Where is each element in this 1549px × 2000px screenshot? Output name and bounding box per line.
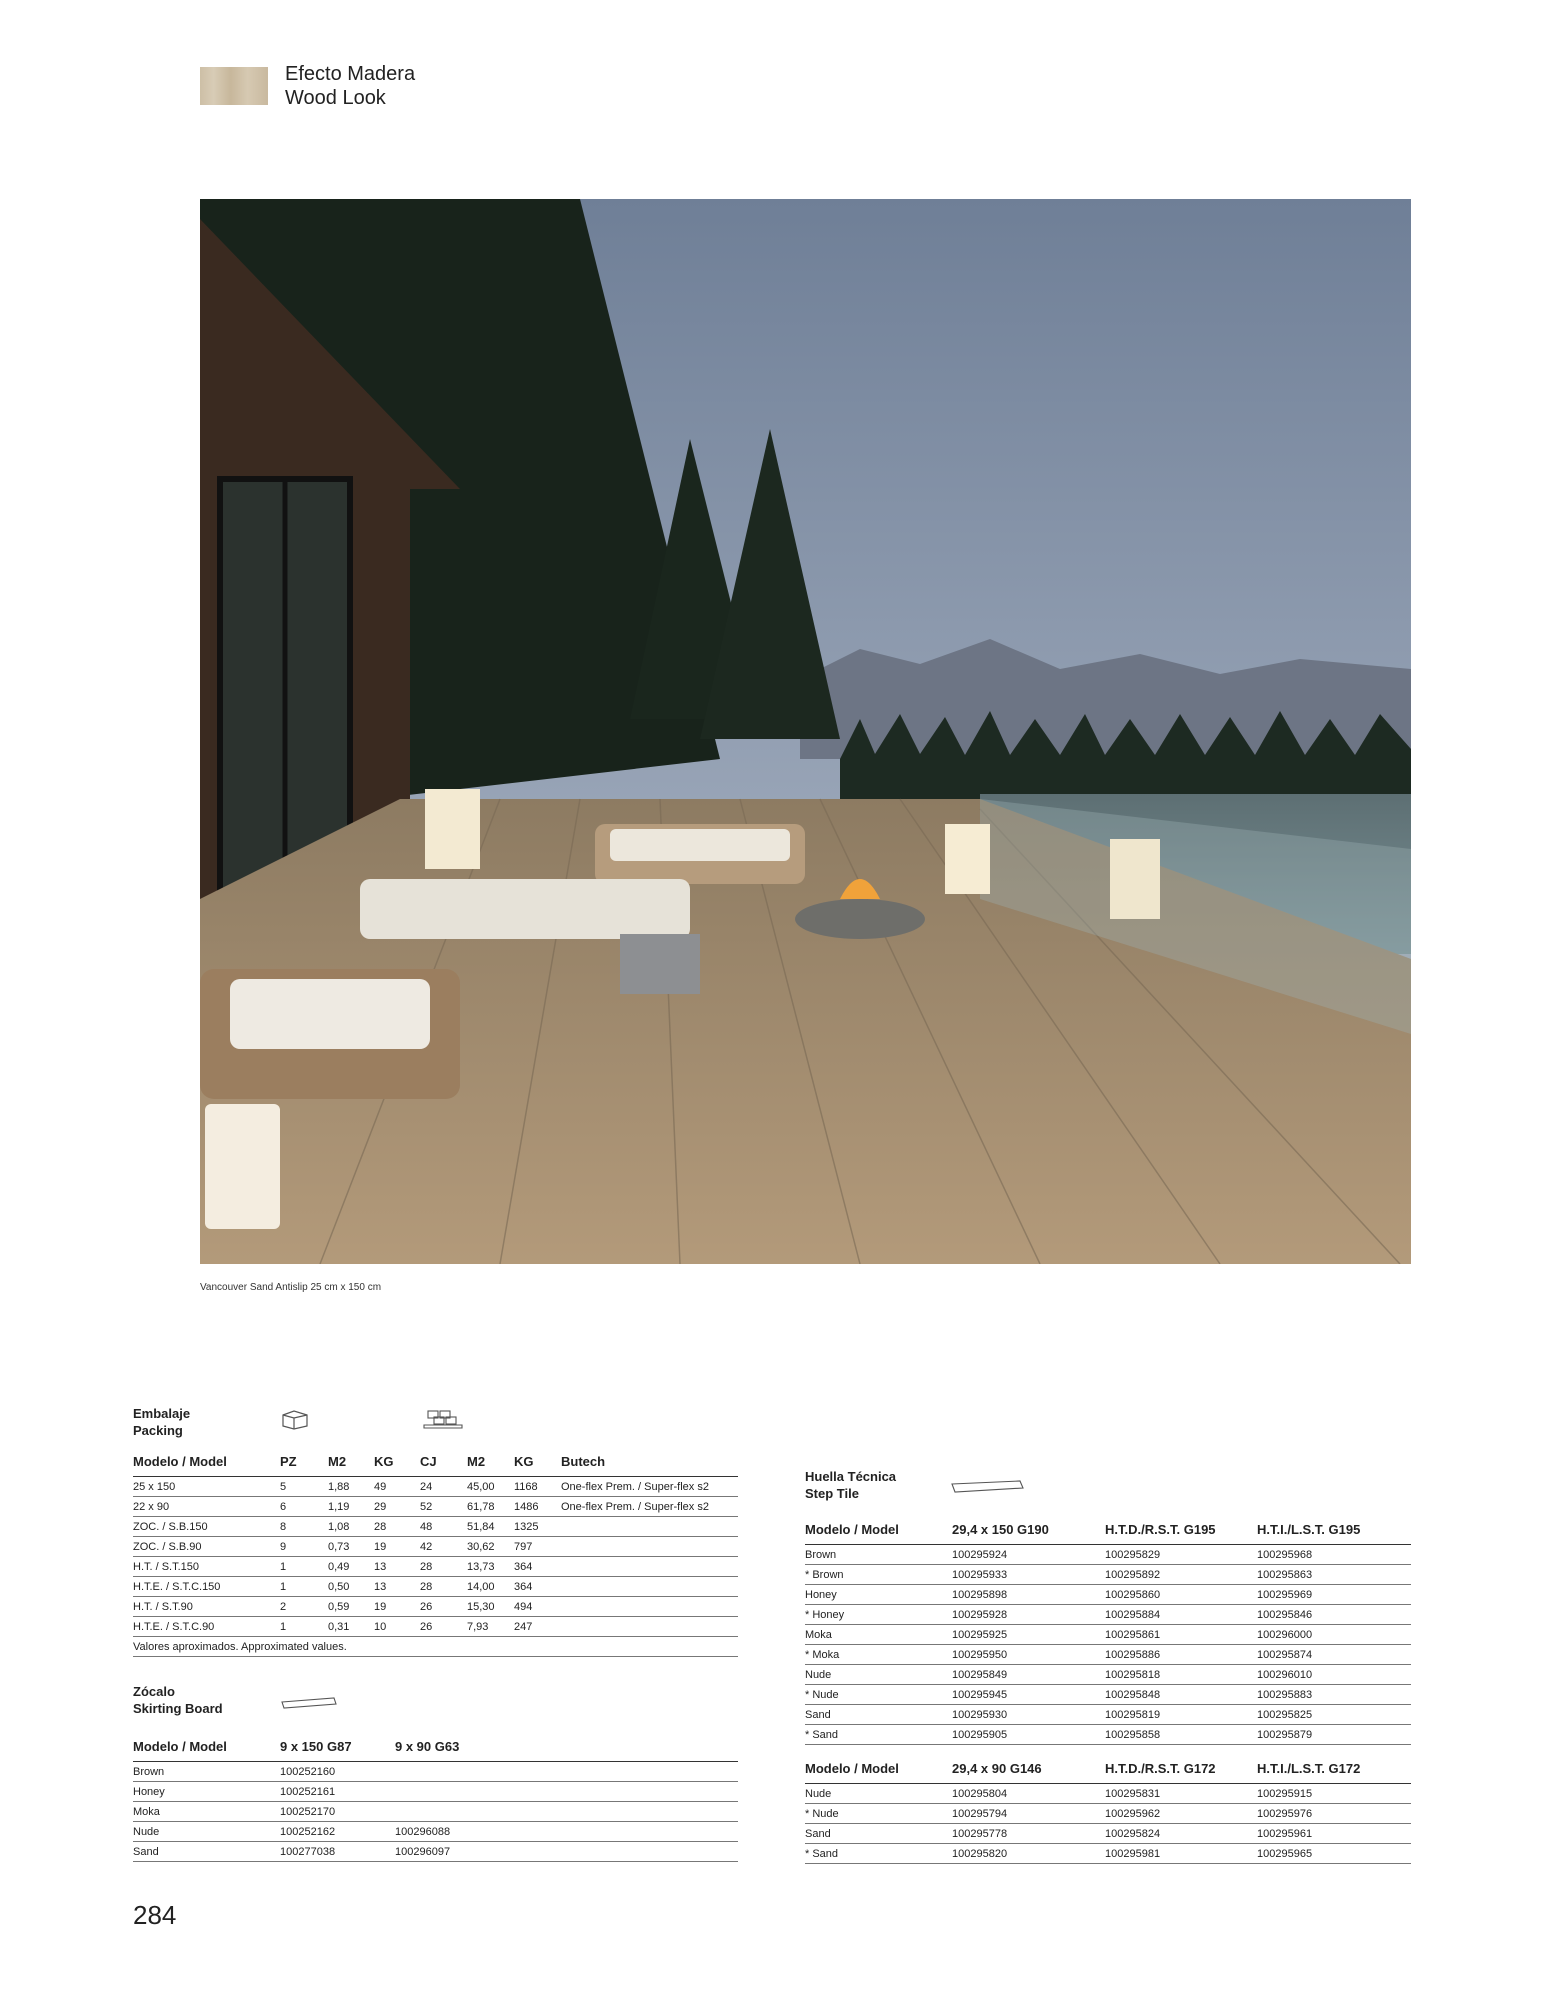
table-cell: 100295818 <box>1105 1665 1257 1685</box>
table-cell: Honey <box>805 1585 952 1605</box>
col-header: H.T.D./R.S.T. G195 <box>1105 1518 1257 1545</box>
section-title <box>285 62 415 110</box>
table-cell: 100295863 <box>1257 1565 1411 1585</box>
table-cell: 100295930 <box>952 1705 1105 1725</box>
table-row <box>805 1665 1411 1685</box>
table-header-row <box>805 1518 1411 1545</box>
photo-caption: Vancouver Sand Antislip 25 cm x 150 cm <box>200 1282 382 1293</box>
table-cell: Nude <box>805 1784 952 1804</box>
terrace-photo <box>200 199 1411 1264</box>
table-cell: 100295819 <box>1105 1705 1257 1725</box>
table-row <box>805 1804 1411 1824</box>
table-row <box>805 1784 1411 1804</box>
table-cell: 364 <box>514 1577 561 1597</box>
table-cell: 100295933 <box>952 1565 1105 1585</box>
table-cell: 100295976 <box>1257 1804 1411 1824</box>
col-header: H.T.D./R.S.T. G172 <box>1105 1757 1257 1784</box>
table-cell: H.T. / S.T.90 <box>133 1597 280 1617</box>
table-row <box>133 1577 738 1597</box>
table-cell: 100295884 <box>1105 1605 1257 1625</box>
table-cell: 1 <box>280 1617 328 1637</box>
table-cell: 100295981 <box>1105 1844 1257 1864</box>
table-cell: 10 <box>374 1617 420 1637</box>
table-cell: 6 <box>280 1497 328 1517</box>
col-header: 9 x 90 G63 <box>395 1735 738 1762</box>
skirting-board-icon <box>280 1696 340 1712</box>
table-cell: 100295849 <box>952 1665 1105 1685</box>
table-cell: 100295824 <box>1105 1824 1257 1844</box>
table-row <box>133 1537 738 1557</box>
table-cell: Honey <box>133 1782 280 1802</box>
table-cell: 22 x 90 <box>133 1497 280 1517</box>
col-header: Butech <box>561 1450 738 1477</box>
table-cell: 100295825 <box>1257 1705 1411 1725</box>
material-swatch <box>200 67 268 105</box>
packing-label <box>133 1405 190 1439</box>
table-note-row <box>133 1637 738 1657</box>
table-cell: 100295969 <box>1257 1585 1411 1605</box>
table-cell: 100295945 <box>952 1685 1105 1705</box>
table-cell: * Sand <box>805 1844 952 1864</box>
title-es: Efecto Madera <box>285 63 416 85</box>
col-header: Modelo / Model <box>805 1757 952 1784</box>
table-cell: 100295925 <box>952 1625 1105 1645</box>
table-cell: 1,08 <box>328 1517 374 1537</box>
col-header: KG <box>514 1450 561 1477</box>
approx-values-note: Valores aproximados. Approximated values. <box>133 1637 738 1657</box>
table-cell: 1,19 <box>328 1497 374 1517</box>
table-header-row <box>133 1450 738 1477</box>
table-cell: 5 <box>280 1477 328 1497</box>
table-row <box>133 1617 738 1637</box>
table-cell: 61,78 <box>467 1497 514 1517</box>
step-tile-label <box>805 1468 896 1502</box>
table-row <box>133 1822 738 1842</box>
table-row <box>805 1645 1411 1665</box>
table-cell: 0,50 <box>328 1577 374 1597</box>
table-row <box>805 1705 1411 1725</box>
col-header: 9 x 150 G87 <box>280 1735 395 1762</box>
table-cell <box>395 1762 738 1782</box>
table-row <box>133 1477 738 1497</box>
table-cell: * Nude <box>805 1685 952 1705</box>
table-cell: 100296088 <box>395 1822 738 1842</box>
table-cell: Brown <box>805 1545 952 1565</box>
col-header: CJ <box>420 1450 467 1477</box>
table-cell: 8 <box>280 1517 328 1537</box>
table-cell: 100295961 <box>1257 1824 1411 1844</box>
table-header-row <box>133 1735 738 1762</box>
step-tile-label-en: Step Tile <box>805 1486 859 1501</box>
table-cell: 49 <box>374 1477 420 1497</box>
table-cell: 100295898 <box>952 1585 1105 1605</box>
table-row <box>805 1725 1411 1745</box>
table-cell: 7,93 <box>467 1617 514 1637</box>
table-cell: 100295968 <box>1257 1545 1411 1565</box>
step-tile-label-es: Huella Técnica <box>805 1469 897 1484</box>
col-header: M2 <box>328 1450 374 1477</box>
table-row <box>133 1497 738 1517</box>
table-cell: Moka <box>133 1802 280 1822</box>
table-cell <box>561 1537 738 1557</box>
table-row <box>805 1605 1411 1625</box>
table-cell: 1168 <box>514 1477 561 1497</box>
table-row <box>133 1782 738 1802</box>
table-cell: 100295874 <box>1257 1645 1411 1665</box>
table-cell: 0,73 <box>328 1537 374 1557</box>
table-cell: 100295883 <box>1257 1685 1411 1705</box>
table-cell: One-flex Prem. / Super-flex s2 <box>561 1477 738 1497</box>
table-cell: 100295858 <box>1105 1725 1257 1745</box>
table-cell: 15,30 <box>467 1597 514 1617</box>
table-cell: 100295892 <box>1105 1565 1257 1585</box>
table-cell: ZOC. / S.B.90 <box>133 1537 280 1557</box>
table-cell: 100295928 <box>952 1605 1105 1625</box>
table-row <box>805 1625 1411 1645</box>
packing-label-es: Embalaje <box>133 1406 191 1421</box>
table-cell: 100295820 <box>952 1844 1105 1864</box>
table-cell: 29 <box>374 1497 420 1517</box>
table-row <box>133 1842 738 1862</box>
step-tile-icon <box>950 1478 1026 1496</box>
table-cell: 28 <box>420 1577 467 1597</box>
skirting-label-es: Zócalo <box>133 1684 175 1699</box>
col-header: Modelo / Model <box>805 1518 952 1545</box>
table-cell: 100295962 <box>1105 1804 1257 1824</box>
table-cell: 100295924 <box>952 1545 1105 1565</box>
table-cell: 13 <box>374 1577 420 1597</box>
table-cell: 100252161 <box>280 1782 395 1802</box>
table-cell: 19 <box>374 1597 420 1617</box>
table-cell: 100295886 <box>1105 1645 1257 1665</box>
table-row <box>133 1802 738 1822</box>
table-cell <box>561 1577 738 1597</box>
table-cell: 24 <box>420 1477 467 1497</box>
table-row <box>805 1824 1411 1844</box>
table-cell: 2 <box>280 1597 328 1617</box>
col-header: 29,4 x 90 G146 <box>952 1757 1105 1784</box>
table-cell <box>561 1517 738 1537</box>
box-icon <box>280 1408 310 1430</box>
col-header: 29,4 x 150 G190 <box>952 1518 1105 1545</box>
table-cell: 100296097 <box>395 1842 738 1862</box>
table-cell <box>561 1617 738 1637</box>
table-cell: 45,00 <box>467 1477 514 1497</box>
table-cell: 0,31 <box>328 1617 374 1637</box>
table-cell: 797 <box>514 1537 561 1557</box>
pallet-icon <box>422 1408 464 1430</box>
table-cell <box>561 1557 738 1577</box>
table-cell: 100295860 <box>1105 1585 1257 1605</box>
title-en: Wood Look <box>285 87 386 109</box>
table-cell: 9 <box>280 1537 328 1557</box>
table-row <box>805 1685 1411 1705</box>
table-row <box>133 1517 738 1537</box>
table-cell: 14,00 <box>467 1577 514 1597</box>
table-cell: 100252160 <box>280 1762 395 1782</box>
table-cell: * Honey <box>805 1605 952 1625</box>
table-cell: 100296000 <box>1257 1625 1411 1645</box>
table-cell: 247 <box>514 1617 561 1637</box>
table-cell: Nude <box>805 1665 952 1685</box>
table-cell: H.T.E. / S.T.C.150 <box>133 1577 280 1597</box>
table-cell: 100295804 <box>952 1784 1105 1804</box>
table-row <box>805 1545 1411 1565</box>
col-header: Modelo / Model <box>133 1735 280 1762</box>
col-header: Modelo / Model <box>133 1450 280 1477</box>
table-row <box>805 1585 1411 1605</box>
table-cell: 13 <box>374 1557 420 1577</box>
table-cell: 100295950 <box>952 1645 1105 1665</box>
table-cell: 100296010 <box>1257 1665 1411 1685</box>
packing-label-en: Packing <box>133 1423 183 1438</box>
table-cell: 25 x 150 <box>133 1477 280 1497</box>
table-cell: 100295846 <box>1257 1605 1411 1625</box>
table-cell: 1,88 <box>328 1477 374 1497</box>
table-cell: 100295829 <box>1105 1545 1257 1565</box>
table-cell: Sand <box>133 1842 280 1862</box>
col-header: PZ <box>280 1450 328 1477</box>
table-cell: 100295861 <box>1105 1625 1257 1645</box>
page-number: 284 <box>133 1900 177 1930</box>
table-cell: * Brown <box>805 1565 952 1585</box>
table-cell: 100295965 <box>1257 1844 1411 1864</box>
table-cell: 1 <box>280 1577 328 1597</box>
packing-table <box>133 1450 738 1657</box>
skirting-label <box>133 1683 223 1717</box>
table-cell: 494 <box>514 1597 561 1617</box>
col-header: M2 <box>467 1450 514 1477</box>
table-cell: 13,73 <box>467 1557 514 1577</box>
table-cell: Brown <box>133 1762 280 1782</box>
table-cell: * Nude <box>805 1804 952 1824</box>
table-cell: 100252162 <box>280 1822 395 1842</box>
skirting-label-en: Skirting Board <box>133 1701 223 1716</box>
step-tile-table-90 <box>805 1757 1411 1864</box>
table-cell: Moka <box>805 1625 952 1645</box>
table-cell: 30,62 <box>467 1537 514 1557</box>
skirting-table <box>133 1735 738 1862</box>
table-cell: 52 <box>420 1497 467 1517</box>
table-cell <box>395 1802 738 1822</box>
table-cell: 48 <box>420 1517 467 1537</box>
table-cell: 100295915 <box>1257 1784 1411 1804</box>
table-row <box>133 1557 738 1577</box>
table-cell: 100295831 <box>1105 1784 1257 1804</box>
table-cell: 26 <box>420 1617 467 1637</box>
table-cell: 28 <box>420 1557 467 1577</box>
table-cell: 42 <box>420 1537 467 1557</box>
step-tile-table-150 <box>805 1518 1411 1745</box>
table-row <box>133 1762 738 1782</box>
table-cell: * Moka <box>805 1645 952 1665</box>
table-cell: 100295905 <box>952 1725 1105 1745</box>
table-cell: * Sand <box>805 1725 952 1745</box>
table-cell: 100277038 <box>280 1842 395 1862</box>
table-cell: Sand <box>805 1705 952 1725</box>
table-cell: 26 <box>420 1597 467 1617</box>
table-cell: 0,59 <box>328 1597 374 1617</box>
table-cell: 100295879 <box>1257 1725 1411 1745</box>
table-row <box>805 1565 1411 1585</box>
table-cell: Nude <box>133 1822 280 1842</box>
table-cell: 0,49 <box>328 1557 374 1577</box>
table-cell: 100295848 <box>1105 1685 1257 1705</box>
table-cell: Sand <box>805 1824 952 1844</box>
table-cell <box>395 1782 738 1802</box>
col-header: KG <box>374 1450 420 1477</box>
table-header-row <box>805 1757 1411 1784</box>
table-cell: 100295794 <box>952 1804 1105 1824</box>
table-row <box>133 1597 738 1617</box>
table-cell: 28 <box>374 1517 420 1537</box>
table-cell: 1 <box>280 1557 328 1577</box>
table-cell: 1486 <box>514 1497 561 1517</box>
table-row <box>805 1844 1411 1864</box>
col-header: H.T.I./L.S.T. G195 <box>1257 1518 1411 1545</box>
table-cell: ZOC. / S.B.150 <box>133 1517 280 1537</box>
table-cell <box>561 1597 738 1617</box>
table-cell: 100252170 <box>280 1802 395 1822</box>
table-cell: H.T.E. / S.T.C.90 <box>133 1617 280 1637</box>
table-cell: One-flex Prem. / Super-flex s2 <box>561 1497 738 1517</box>
col-header: H.T.I./L.S.T. G172 <box>1257 1757 1411 1784</box>
table-cell: 1325 <box>514 1517 561 1537</box>
table-cell: H.T. / S.T.150 <box>133 1557 280 1577</box>
table-cell: 364 <box>514 1557 561 1577</box>
table-cell: 19 <box>374 1537 420 1557</box>
table-cell: 51,84 <box>467 1517 514 1537</box>
table-cell: 100295778 <box>952 1824 1105 1844</box>
